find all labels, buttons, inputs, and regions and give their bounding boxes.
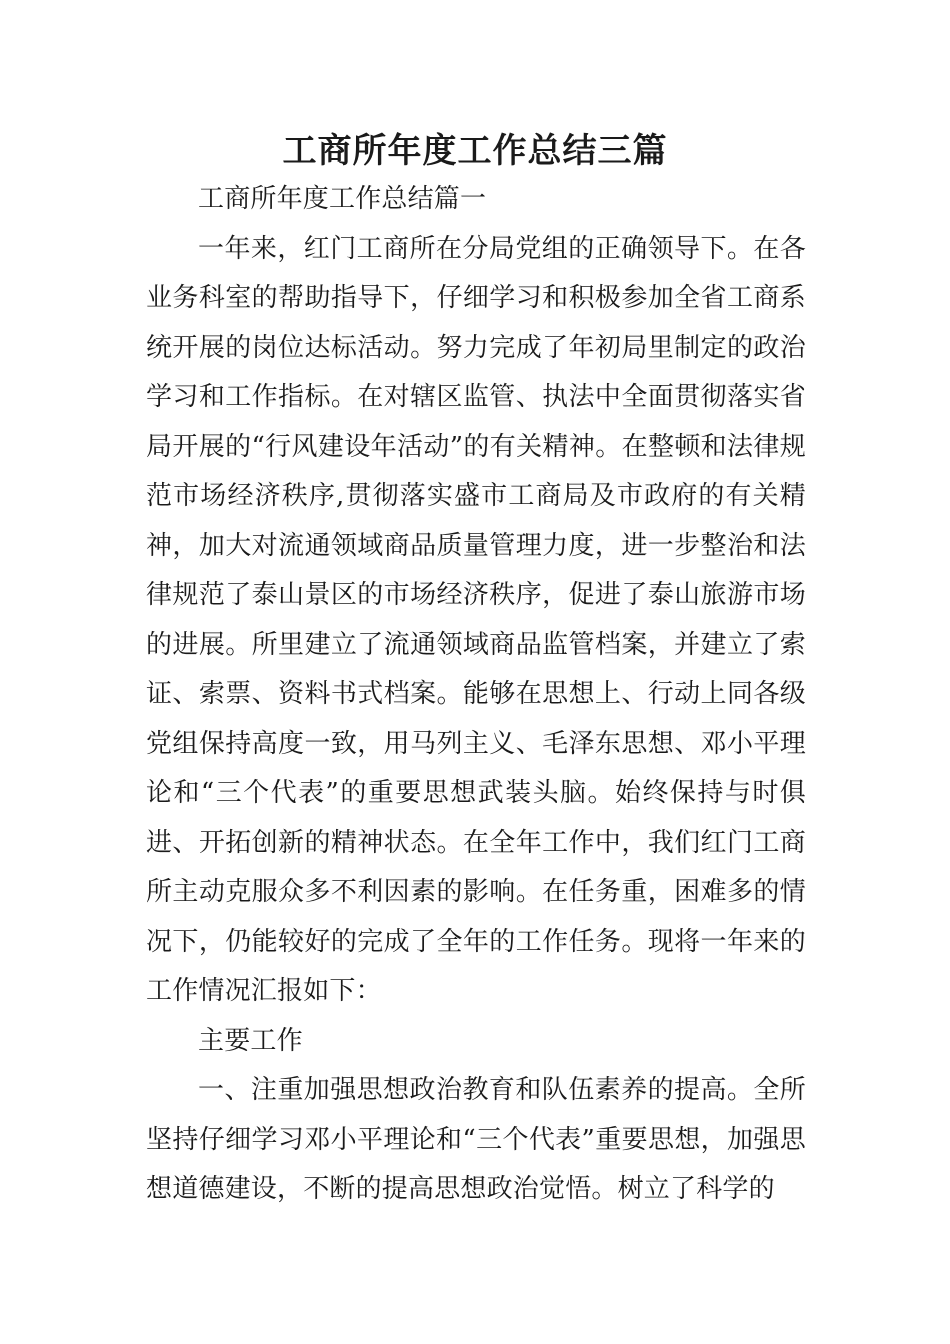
document-body bbox=[146, 175, 806, 1215]
section-heading: 工商所年度工作总结篇一 bbox=[198, 184, 487, 214]
body-paragraph: 一年来，红门工商所在分局党组的正确领导下。在各业务科室的帮助指导下，仔细学习和积极参加全省工商系统开展的岗位达标活动。努力完成了年初局里制定的政治学习和工作指标。在对辖区监管、执法中全面贯彻落实省局开展的“行风建设年活动”的有关精神。在整顿和法律规范市场经济秩序,贯彻落实盛市工商局及市政府的有关精神，加大对流通领域商品质量管理力度，进一步整治和法律规范了泰山景区的市场经济秩序，促进了泰山旅游市场的进展。所里建立了流通领域商品监管档案，并建立了索证、索票、资料书式档案。能够在思想上、行动上同各级党组保持高度一致，用马列主义、毛泽东思想、邓小平理论和“三个代表”的重要思想武装头脑。始终保持与时俱进、开拓创新的精神状态。在全年工作中，我们红门工商所主动克服众多不利因素的影响。在任务重，困难多的情况下，仍能较好的完成了全年的工作任务。现将一年来的工作情况汇报如下： bbox=[146, 233, 806, 1006]
body-paragraph: 一、注重加强思想政治教育和队伍素养的提高。全所坚持仔细学习邓小平理论和“三个代表”重要思想，加强思想道德建设，不断的提高思想政治觉悟。树立了科学的 bbox=[146, 1075, 806, 1204]
section-heading: 主要工作 bbox=[198, 1025, 303, 1056]
document-title: 工商所年度工作总结三篇 bbox=[282, 131, 668, 171]
